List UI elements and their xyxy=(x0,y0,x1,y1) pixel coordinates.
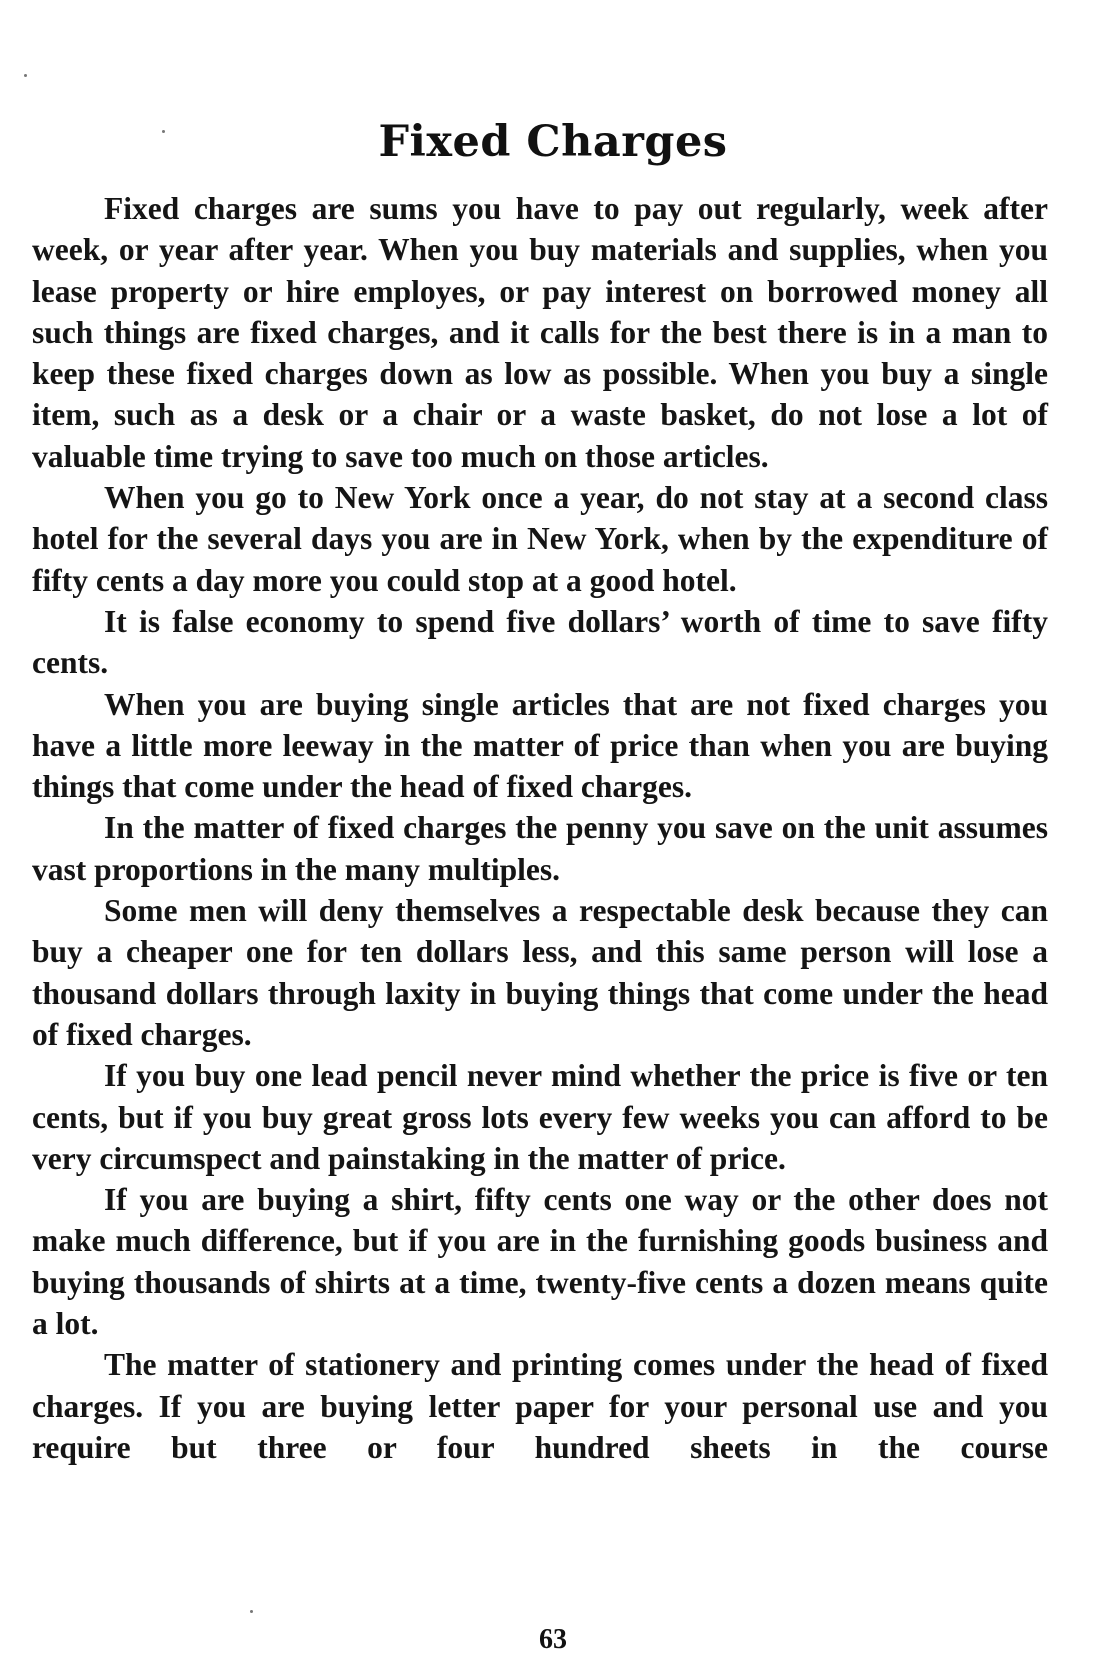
paragraph-1: Fixed charges are sums you have to pay out regularly, week after week, or year after year. When you buy materials and supplies, when you lease property or hire employes, or pay interest on borrowed money all such things are fixed charges, and it calls for the best there is in a man to keep these fixed charges down as low as possible. When you buy a single item, such as a desk or a chair or a waste basket, do not lose a lot of valuable time trying to save too much on those articles. xyxy=(32,191,1048,474)
paragraph-8: If you are buying a shirt, fifty cents one way or the other does not make much difference, but if you are in the furnishing goods business and buying thousands of shirts at a time, twenty-five cents a dozen means quite a lot. xyxy=(32,1182,1048,1342)
body-text xyxy=(32,188,1048,1468)
paragraph-4: When you are buying single articles that are not fixed charges you have a little more leeway in the matter of price than when you are buying things that come under the head of fixed charges. xyxy=(32,686,1048,805)
paragraph-5: In the matter of fixed charges the penny you save on the unit assumes vast proportions in the many multiples. xyxy=(32,810,1048,887)
paragraph-3: It is false economy to spend five dollars’ worth of time to save fifty cents. xyxy=(32,603,1048,681)
print-speck xyxy=(24,74,27,77)
paragraph-2: When you go to New York once a year, do not stay at a second class hotel for the several days you are in New York, when by the expenditure of fifty cents a day more you could stop at a good hotel. xyxy=(32,480,1048,598)
page-number: 63 xyxy=(539,1624,567,1655)
paragraph-6: Some men will deny themselves a respectable desk because they can buy a cheaper one for ten dollars less, and this same person will lose a thousand dollars through laxity in buying things that come under the head of fixed charges. xyxy=(32,893,1048,1052)
page-title: Fixed Charges xyxy=(378,117,728,167)
paragraph-9: The matter of stationery and printing comes under the head of fixed charges. If you are buying letter paper for your personal use and you require but three or four hundred sheets in the course xyxy=(32,1347,1048,1465)
print-speck xyxy=(250,1610,253,1613)
paragraph-7: If you buy one lead pencil never mind whether the price is five or ten cents, but if you buy great gross lots every few weeks you can afford to be very circumspect and painstaking in the matter of price. xyxy=(32,1058,1048,1176)
